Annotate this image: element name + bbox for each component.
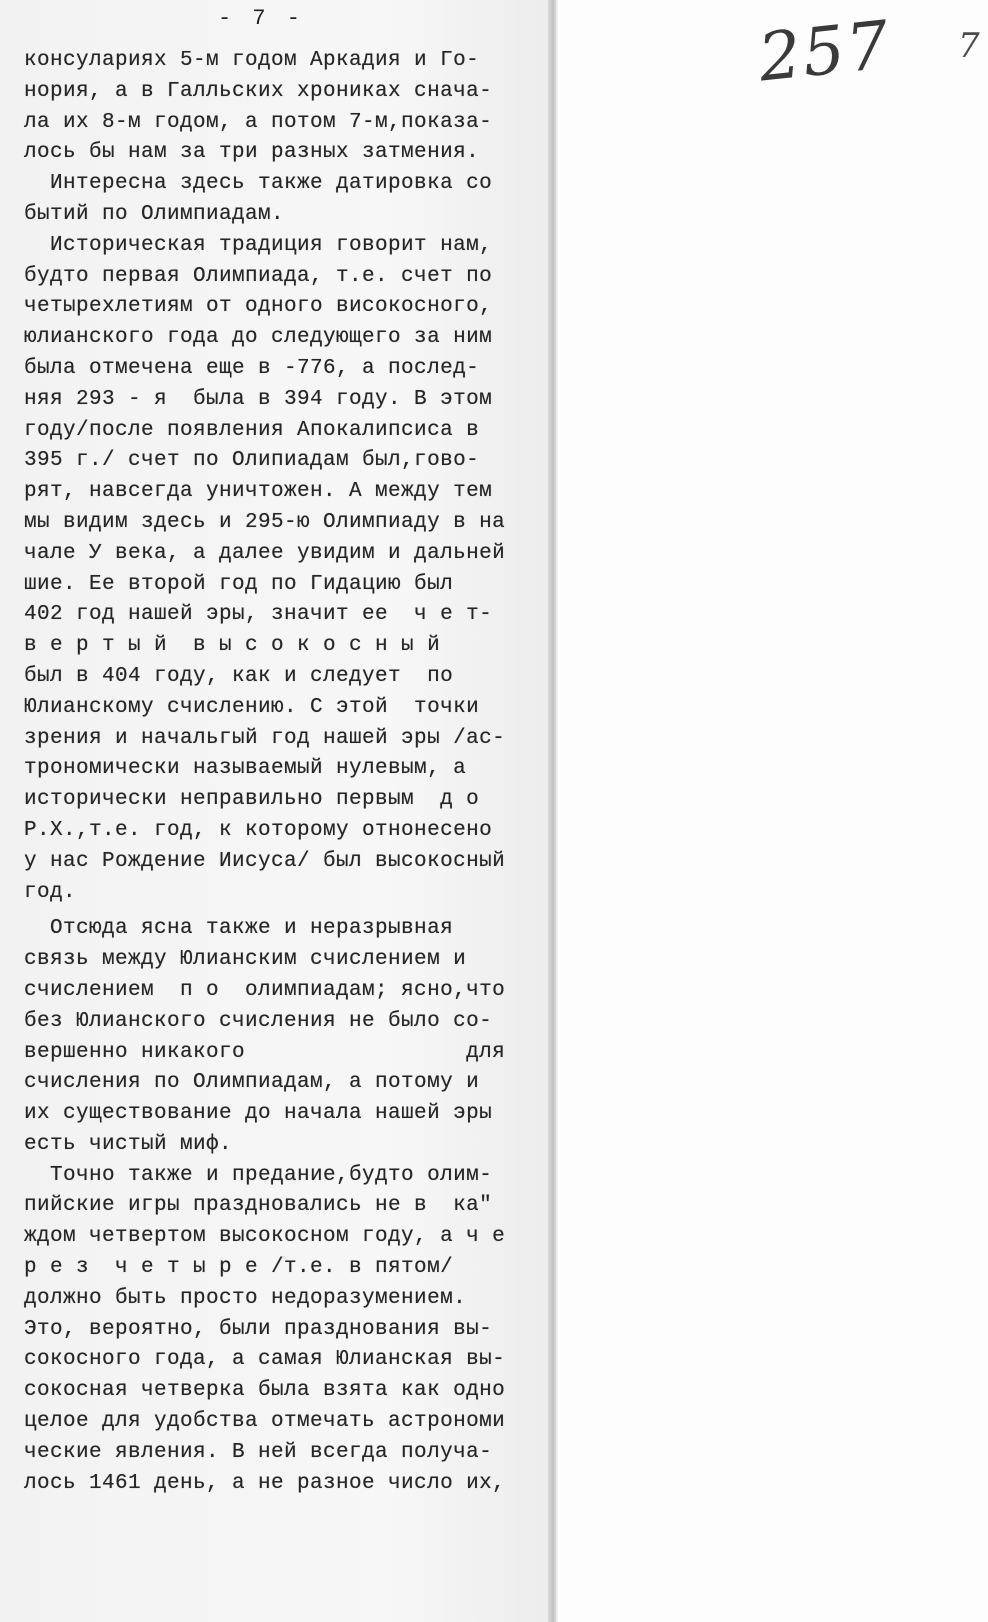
text-line: нория, а в Галльских хрониках снача- <box>24 79 493 103</box>
text-line: в е р т ы й в ы с о к о с н ы й <box>24 634 441 658</box>
text-line: Точно также и предание,будто олим- <box>24 1163 493 1187</box>
text-line: чале У века, а далее увидим и дальней <box>24 541 506 565</box>
text-line: шие. Ее второй год по Гидацию был <box>24 572 454 596</box>
text-line: пийские игры праздновались не в ка" <box>24 1194 493 1218</box>
text-line: счисления по Олимпиадам, а потому и <box>24 1071 480 1095</box>
text-line: была отмечена еще в -776, а послед- <box>24 356 480 380</box>
text-line: Интересна здесь также датировка со <box>24 172 493 196</box>
text-line: зрения и начальгый год нашей эры /ас- <box>24 726 506 750</box>
page-number: - 7 - <box>218 6 305 31</box>
text-line: юлианского года до следующего за ним <box>24 326 493 350</box>
handwritten-corner-mark: 7 <box>958 26 980 66</box>
text-line: есть чистый миф. <box>24 1132 233 1156</box>
text-line: четырехлетиям от одного високосного, <box>24 295 493 319</box>
text-line: Р.Х.,т.е. год, к которому отнонесено <box>24 818 493 842</box>
text-line: сокосного года, а самая Юлианская вы- <box>24 1348 506 1372</box>
text-line: р е з ч е т ы р е /т.е. в пятом/ <box>24 1256 454 1280</box>
text-line: был в 404 году, как и следует по <box>24 664 454 688</box>
text-line: году/после появления Апокалипсиса в <box>24 418 480 442</box>
text-line: ла их 8-м годом, а потом 7-м,показа- <box>24 110 493 134</box>
text-line: связь между Юлианским счислением и <box>24 948 467 972</box>
text-line: консулариях 5-м годом Аркадия и Го- <box>24 49 480 72</box>
text-line: исторически неправильно первым д о <box>24 788 480 812</box>
text-line: год. <box>24 880 77 904</box>
typed-text-block <box>24 46 544 1499</box>
text-line: рят, навсегда уничтожен. А между тем <box>24 480 493 504</box>
text-line: лось бы нам за три разных затмения. <box>24 141 480 165</box>
text-line: ческие явления. В ней всегда получа- <box>24 1440 493 1464</box>
text-line: счислением п о олимпиадам; ясно,что <box>24 978 506 1002</box>
text-line: 395 г./ счет по Олипиадам был,гово- <box>24 449 480 473</box>
text-line: трономически называемый нулевым, а <box>24 757 467 781</box>
text-line: 402 год нашей эры, значит ее ч е т- <box>24 603 493 627</box>
text-line: Историческая традиция говорит нам, <box>24 233 493 257</box>
text-line: у нас Рождение Иисуса/ был высокосный <box>24 849 506 873</box>
text-line: сокосная четверка была взята как одно <box>24 1379 506 1403</box>
text-line: будто первая Олимпиада, т.е. счет по <box>24 264 493 288</box>
text-line: должно быть просто недоразумением. <box>24 1286 467 1310</box>
text-line: Отсюда ясна также и неразрывная <box>24 917 454 941</box>
text-line: бытий по Олимпиадам. <box>24 202 285 226</box>
text-line: лось 1461 день, а не разное число их, <box>24 1471 506 1495</box>
text-line: няя 293 - я была в 394 году. В этом <box>24 387 493 411</box>
text-line: целое для удобства отмечать астрономи <box>24 1410 506 1434</box>
text-line: без Юлианского счисления не было со- <box>24 1009 493 1033</box>
paper-fold-edge <box>548 0 558 1622</box>
text-line: вершенно никакого для <box>24 1040 506 1064</box>
text-line: мы видим здесь и 295-ю Олимпиаду в на <box>24 510 506 534</box>
blank-margin <box>558 0 988 1622</box>
archive-number-digits: 257 <box>755 6 895 97</box>
text-line: Это, вероятно, были празднования вы- <box>24 1317 493 1341</box>
text-line: ждом четвертом высокосном году, а ч е <box>24 1225 506 1249</box>
handwritten-archive-number <box>755 6 894 96</box>
text-line: их существование до начала нашей эры <box>24 1102 493 1126</box>
text-line: Юлианскому счислению. С этой точки <box>24 695 480 719</box>
